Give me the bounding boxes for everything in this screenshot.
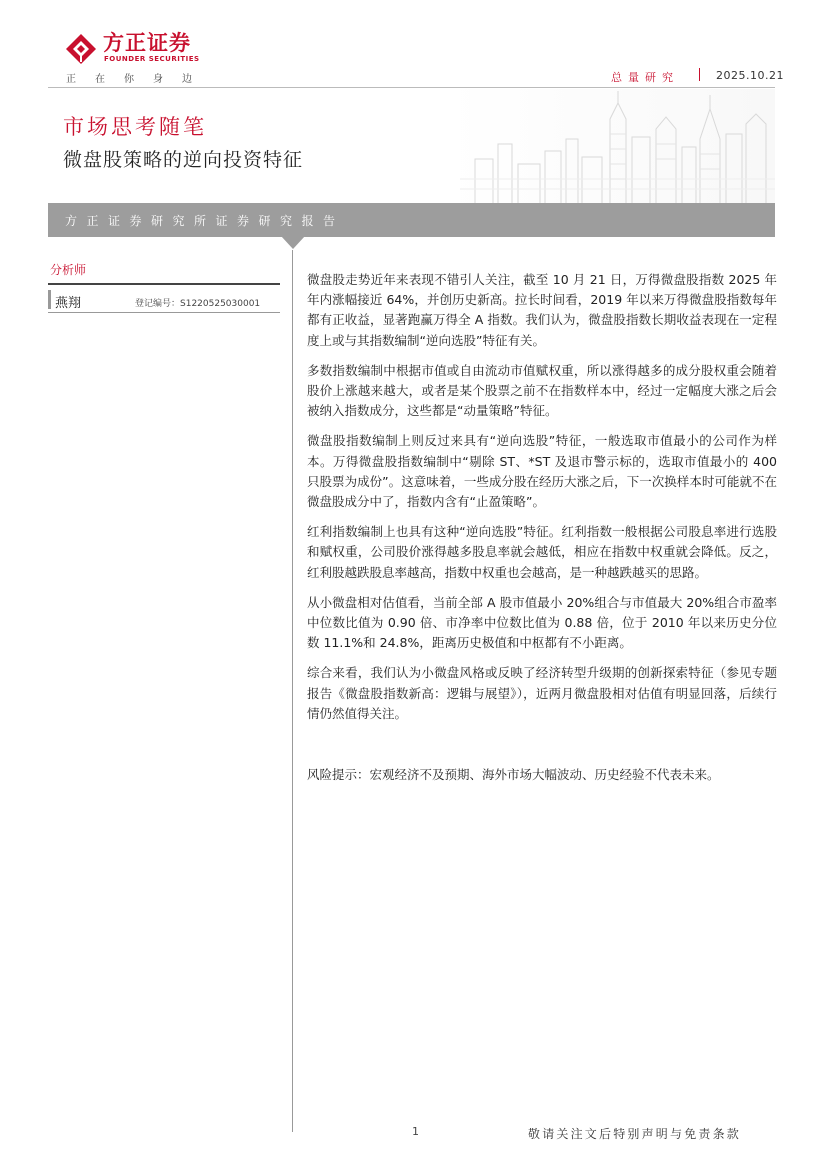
page-number: 1	[412, 1125, 419, 1138]
header-separator	[699, 68, 700, 81]
column-divider	[292, 250, 293, 1132]
analyst-name: 燕翔	[55, 296, 82, 311]
column-title: 市场思考随笔	[63, 115, 207, 139]
analyst-registration: 登记编号：S1220525030001	[135, 299, 261, 309]
report-body	[307, 270, 777, 795]
slogan: 正在你身边	[66, 74, 211, 85]
analyst-marker	[48, 290, 51, 309]
analyst-label: 分析师	[50, 263, 87, 277]
risk-warning: 风险提示：宏观经济不及预期、海外市场大幅波动、历史经验不代表未来。	[307, 767, 720, 783]
institute-label: 方正证券研究所证券研究报告	[65, 214, 345, 228]
report-date: 2025.10.21	[716, 69, 784, 82]
report-type: 总量研究	[611, 71, 679, 84]
report-title: 微盘股策略的逆向投资特征	[63, 149, 304, 171]
logo-english-name: FOUNDER SECURITIES	[104, 55, 200, 63]
analyst-rule-bottom	[48, 312, 280, 313]
body-paragraph: 多数指数编制中根据市值或自由流动市值赋权重，所以涨得越多的成分股权重会随着股价上涨越来越大，或者是某个股票之前不在指数样本中，经过一定幅度大涨之后会被纳入指数成分，这些都是“动量策略”特征。	[307, 362, 777, 419]
body-paragraph: 微盘股走势近年来表现不错引人关注，截至 10 月 21 日，万得微盘股指数 2025 年年内涨幅接近 64%，并创历史新高。拉长时间看，2019 年以来万得微盘股指数每年都有正收益，显著跑赢万得全 A 指数。我们认为，微盘股指数长期收益表现在一定程度上或与其指数编制“逆向选股”特征有关。	[307, 272, 777, 348]
bar-notch-icon	[281, 236, 305, 250]
body-paragraph: 从小微盘相对估值看，当前全部 A 股市值最小 20%组合与市值最大 20%组合市盈率中位数比值为 0.90 倍、市净率中位数比值为 0.88 倍，位于 2010 年以来历史分位数 11.1%和 24.8%，距离历史极值和中枢都有不小距离。	[307, 594, 777, 651]
body-paragraph: 红利指数编制上也具有这种“逆向选股”特征。红利指数一般根据公司股息率进行选股和赋权重，公司股价涨得越多股息率就会越低，相应在指数中权重就会降低。反之，红利股越跌股息率越高，指数中权重也会越高，是一种越跌越买的思路。	[307, 524, 777, 580]
header-rule	[48, 87, 775, 88]
logo-chinese-name: 方正证券	[103, 31, 191, 55]
disclaimer-notice: 敬请关注文后特别声明与免责条款	[528, 1127, 742, 1141]
analyst-rule-top	[48, 283, 280, 285]
body-paragraph: 综合来看，我们认为小微盘风格或反映了经济转型升级期的创新探索特征（参见专题报告《微盘股指数新高：逻辑与展望》），近两月微盘股相对估值有明显回落，后续行情仍然值得关注。	[307, 665, 777, 721]
city-skyline-icon	[460, 89, 775, 204]
founder-logo-icon	[65, 33, 97, 65]
body-paragraph: 微盘股指数编制上则反过来具有“逆向选股”特征，一般选取市值最小的公司作为样本。万得微盘股指数编制中“剔除 ST、*ST 及退市警示标的，选取市值最小的 400 只股票为成份”。这意味着，一些成分股在经历大涨之后，下一次换样本时可能就不在微盘股成分中了，指数内含有“止盈策略”。	[307, 433, 777, 510]
